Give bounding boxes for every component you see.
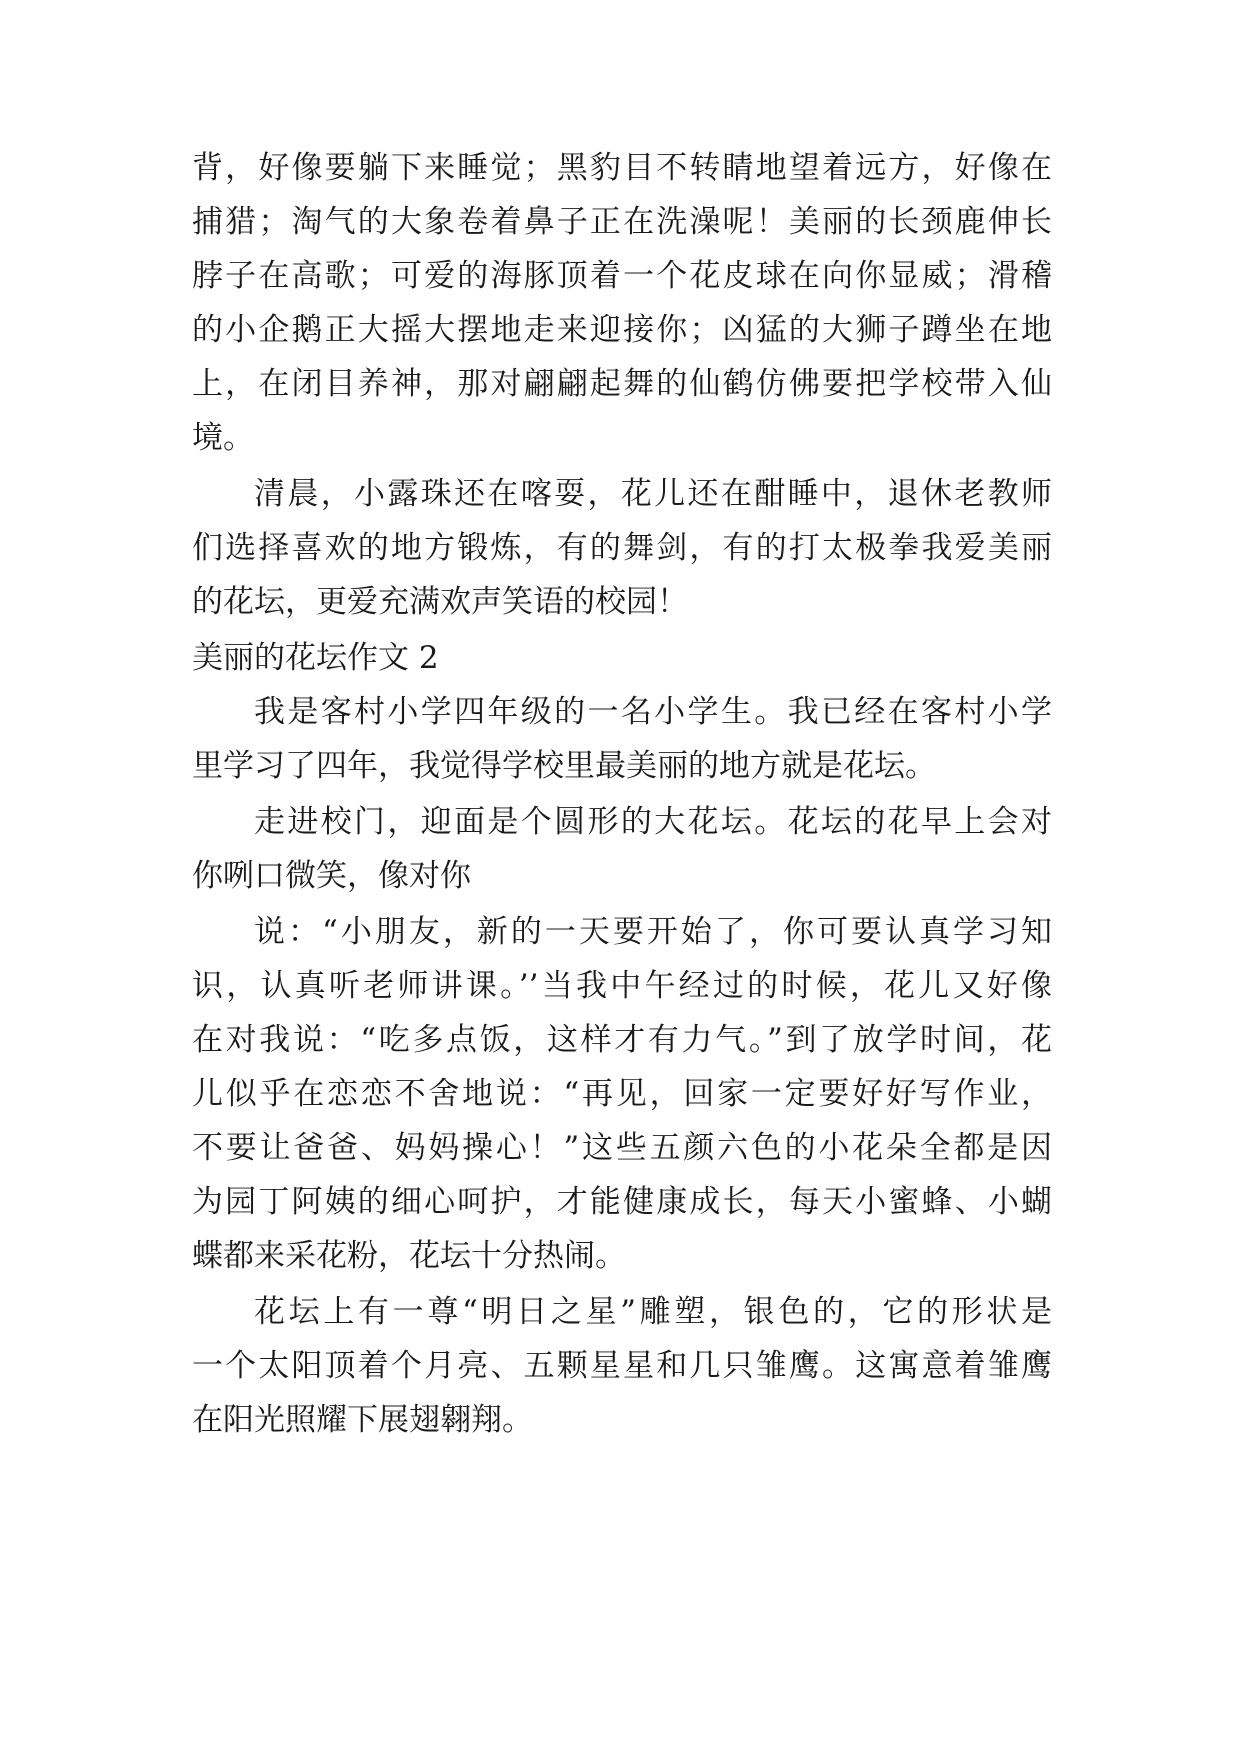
text-line: 脖子在高歌；可爱的海豚顶着一个花皮球在向你显威；滑稽 xyxy=(192,258,1052,294)
text-line: 上，在闭目养神，那对翩翩起舞的仙鹤仿佛要把学校带入仙 xyxy=(192,366,1052,402)
text-line: 在阳光照耀下展翅翱翔。 xyxy=(192,1402,533,1438)
text-line: 一个太阳顶着个月亮、五颗星星和几只雏鹰。这寓意着雏鹰 xyxy=(192,1348,1052,1384)
text-line: 背，好像要躺下来睡觉；黑豹目不转睛地望着远方，好像在 xyxy=(192,150,1052,186)
text-line: 走进校门，迎面是个圆形的大花坛。花坛的花早上会对 xyxy=(254,804,1052,840)
text-line: 在对我说：“吃多点饭，这样才有力气。”到了放学时间，花 xyxy=(192,1022,1052,1058)
text-line: 你咧口微笑，像对你 xyxy=(192,858,471,894)
text-line: 们选择喜欢的地方锻炼，有的舞剑，有的打太极拳我爱美丽 xyxy=(192,530,1052,566)
text-line: 的小企鹅正大摇大摆地走来迎接你；凶猛的大狮子蹲坐在地 xyxy=(192,312,1052,348)
text-line: 识，认真听老师讲课。’’当我中午经过的时候，花儿又好像 xyxy=(192,968,1052,1004)
text-line: 为园丁阿姨的细心呵护，才能健康成长，每天小蜜蜂、小蝴 xyxy=(192,1184,1052,1220)
text-line: 清晨，小露珠还在喀耍，花儿还在酣睡中，退休老教师 xyxy=(254,476,1052,512)
text-line: 捕猎；淘气的大象卷着鼻子正在洗澡呢！美丽的长颈鹿伸长 xyxy=(192,204,1052,240)
section-heading: 美丽的花坛作文 2 xyxy=(192,640,439,676)
text-line: 不要让爸爸、妈妈操心！”这些五颜六色的小花朵全都是因 xyxy=(192,1130,1052,1166)
text-line: 说：“小朋友，新的一天要开始了，你可要认真学习知 xyxy=(254,914,1052,950)
text-line: 境。 xyxy=(192,420,254,456)
text-line: 里学习了四年，我觉得学校里最美丽的地方就是花坛。 xyxy=(192,748,936,784)
text-line: 的花坛，更爱充满欢声笑语的校园！ xyxy=(192,584,688,620)
text-line: 花坛上有一尊“明日之星”雕塑，银色的，它的形状是 xyxy=(254,1294,1052,1330)
text-line: 蝶都来采花粉，花坛十分热闹。 xyxy=(192,1238,626,1274)
text-line: 我是客村小学四年级的一名小学生。我已经在客村小学 xyxy=(254,694,1052,730)
text-line: 儿似乎在恋恋不舍地说：“再见，回家一定要好好写作业， xyxy=(192,1076,1052,1112)
